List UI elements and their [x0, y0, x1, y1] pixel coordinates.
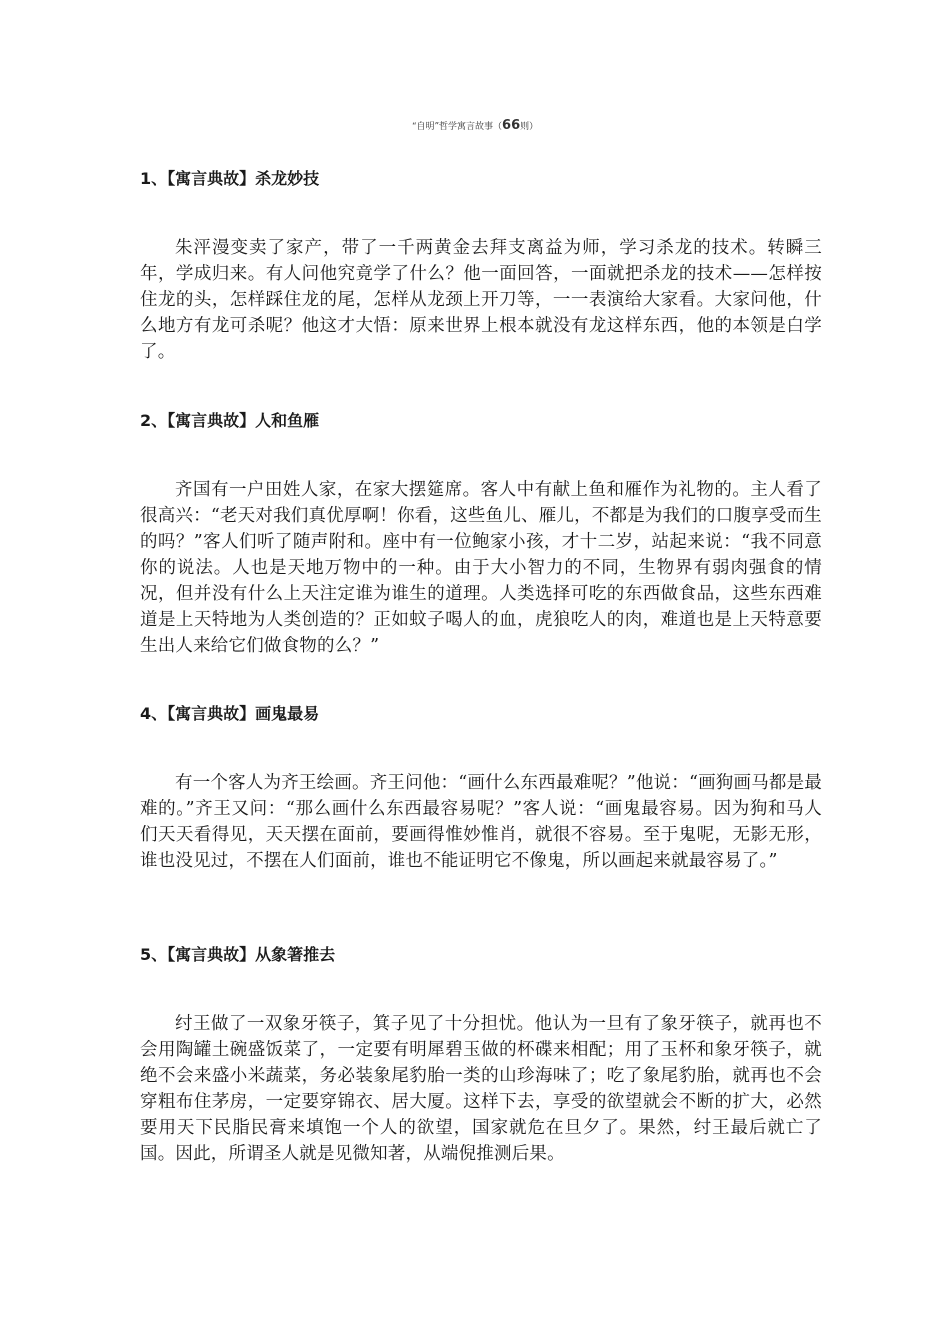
header-suffix: 则） — [520, 122, 539, 132]
story-title: 2、【寓言典故】人和鱼雁 — [140, 411, 320, 430]
story-body: 朱泙漫变卖了家产，带了一千两黄金去拜支离益为师，学习杀龙的技术。转瞬三年，学成归来。有人问他究竟学了什么？他一面回答，一面就把杀龙的技术——怎样按住龙的头，怎样踩住龙的尾，怎样从龙颈上开刀等，一一表演给大家看。大家问他，什么地方有龙可杀呢？他这才大悟：原来世界上根本就没有龙这样东西，他的本领是白学了。 — [140, 238, 822, 362]
story-body: 有一个客人为齐王绘画。齐王问他：“画什么东西最难呢？”他说：“画狗画马都是最难的。”齐王又问：“那么画什么东西最容易呢？”客人说：“画鬼最容易。因为狗和马人们天天看得见，天天摆在面前，要画得惟妙惟肖，就很不容易。至于鬼呢，无影无形，谁也没见过，不摆在人们面前，谁也不能证明它不像鬼，所以画起来就最容易了。” — [140, 773, 822, 871]
story-title: 1、【寓言典故】杀龙妙技 — [140, 169, 320, 188]
story-title: 5、【寓言典故】从象箸推去 — [140, 945, 336, 964]
story-sha-long-miao-ji — [140, 168, 822, 365]
story-body: 齐国有一户田姓人家，在家大摆筵席。客人中有献上鱼和雁作为礼物的。主人看了很高兴：“老天对我们真优厚啊！你看，这些鱼儿、雁儿，不都是为我们的口腹享受而生的吗？”客人们听了随声附和。座中有一位鲍家小孩，才十二岁，站起来说：“我不同意你的说法。人也是天地万物中的一种。由于大小智力的不同，生物界有弱肉强食的情况，但并没有什么上天注定谁为谁生的道理。人类选择可吃的东西做食品，这些东西难道是上天特地为人类创造的？正如蚊子喝人的血，虎狼吃人的肉，难道也是上天特意要生出人来给它们做食物的么？” — [140, 480, 822, 656]
story-cong-xiang-zhu-tui-qu — [140, 944, 822, 1167]
story-ren-he-yu-yan — [140, 410, 822, 659]
page-header — [0, 118, 950, 135]
header-count: 66 — [502, 118, 521, 133]
story-title: 4、【寓言典故】画鬼最易 — [140, 704, 320, 723]
header-prefix: “自明”哲学寓言故事（ — [411, 122, 503, 132]
story-hua-gui-zui-yi — [140, 703, 822, 874]
story-body: 纣王做了一双象牙筷子，箕子见了十分担忧。他认为一旦有了象牙筷子，就再也不会用陶罐土碗盛饭菜了，一定要有明犀碧玉做的杯碟来相配；用了玉杯和象牙筷子，就绝不会来盛小米蔬菜，务必装象尾豹胎一类的山珍海味了；吃了象尾豹胎，就再也不会穿粗布住茅房，一定要穿锦衣、居大厦。这样下去，享受的欲望就会不断的扩大，必然要用天下民脂民膏来填饱一个人的欲望，国家就危在旦夕了。果然，纣王最后就亡了国。因此，所谓圣人就是见微知著，从端倪推测后果。 — [140, 1014, 822, 1164]
